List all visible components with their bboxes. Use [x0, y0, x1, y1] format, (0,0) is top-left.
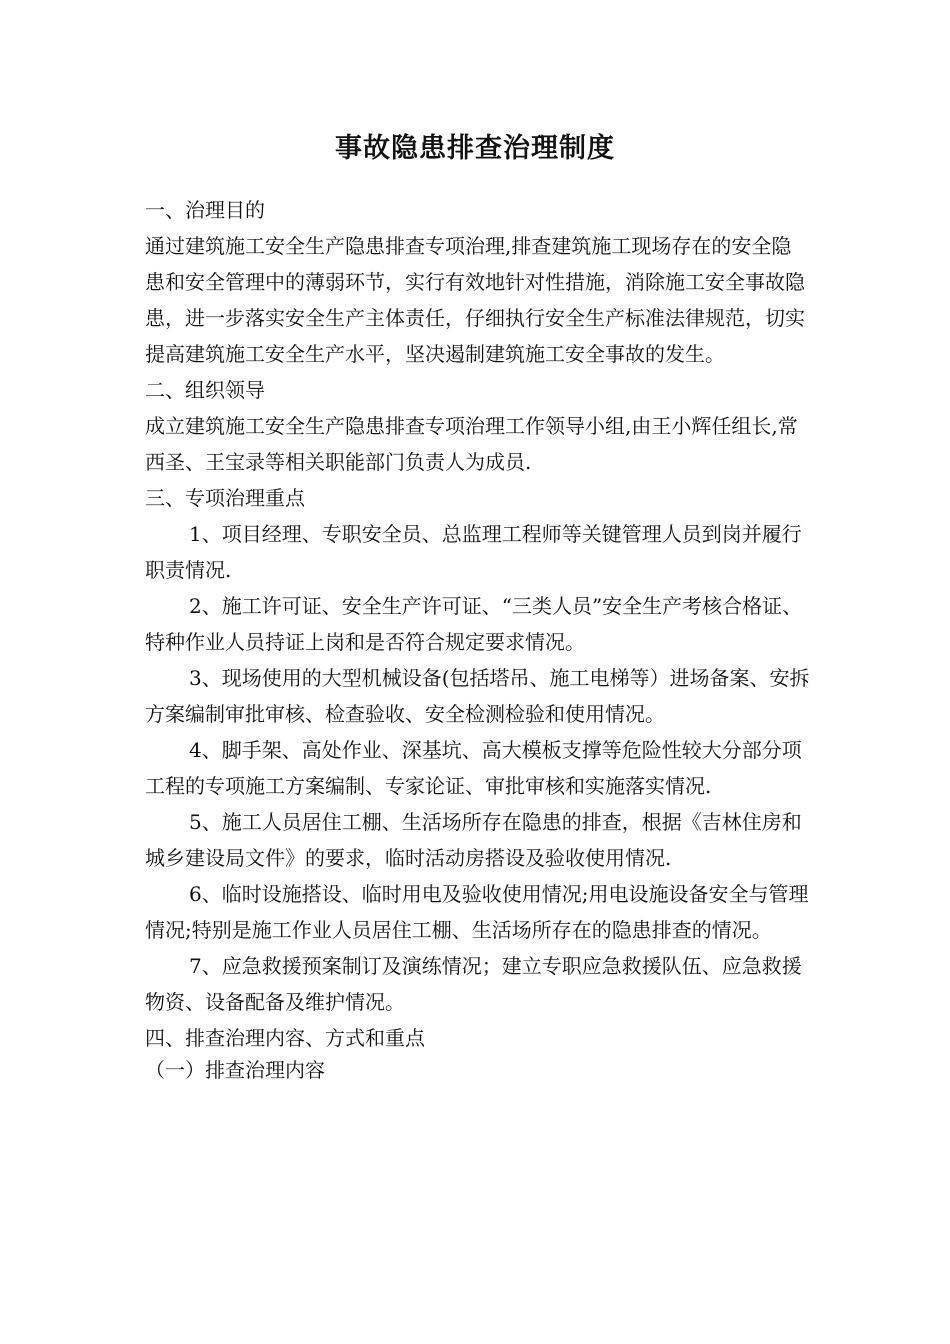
section-body-purpose: 通过建筑施工安全生产隐患排查专项治理,排查建筑施工现场存在的安全隐患和安全管理中的薄弱环节，实行有效地针对性措施，消除施工安全事故隐患，进一步落实安全生产主体责任，仔细执行安全生产标准法律规范，切实提高建筑施工安全生产水平，坚决遏制建筑施工安全事故的发生。	[145, 234, 805, 366]
subsection-heading-inspection-content: （一）排查治理内容	[145, 1058, 325, 1082]
key-point-item: 6、临时设施搭设、临时用电及验收使用情况;用电设施设备安全与管理情况;特别是施工作业人员居住工棚、生活场所存在的隐患排查的情况。	[145, 882, 809, 942]
key-point-item: 3、现场使用的大型机械设备(包括塔吊、施工电梯等）进场备案、安拆方案编制审批审核、检查验收、安全检测检验和使用情况。	[145, 666, 810, 726]
section-heading-inspection: 四、排查治理内容、方式和重点	[145, 1026, 425, 1050]
section-body-organization: 成立建筑施工安全生产隐患排查专项治理工作领导小组,由王小辉任组长,常西圣、王宝录等相关职能部门负责人为成员.	[145, 414, 798, 474]
section-heading-purpose: 一、治理目的	[145, 198, 265, 222]
document-title: 事故隐患排查治理制度	[335, 133, 615, 164]
document-body	[145, 192, 810, 1084]
key-point-item: 1、项目经理、专职安全员、总监理工程师等关键管理人员到岗并履行职责情况.	[145, 522, 802, 582]
key-point-item: 5、施工人员居住工棚、生活场所存在隐患的排查，根据《吉林住房和城乡建设局文件》的要求，临时活动房搭设及验收使用情况.	[145, 810, 802, 870]
section-heading-organization: 二、组织领导	[145, 378, 265, 402]
key-point-item: 2、施工许可证、安全生产许可证、“三类人员”安全生产考核合格证、特种作业人员持证上岗和是否符合规定要求情况。	[145, 594, 803, 654]
key-point-item: 4、脚手架、高处作业、深基坑、高大模板支撑等危险性较大分部分项工程的专项施工方案编制、专家论证、审批审核和实施落实情况.	[145, 738, 802, 798]
key-point-item: 7、应急救援预案制订及演练情况；建立专职应急救援队伍、应急救援物资、设备配备及维护情况。	[145, 954, 802, 1014]
section-heading-key-points: 三、专项治理重点	[145, 486, 305, 510]
